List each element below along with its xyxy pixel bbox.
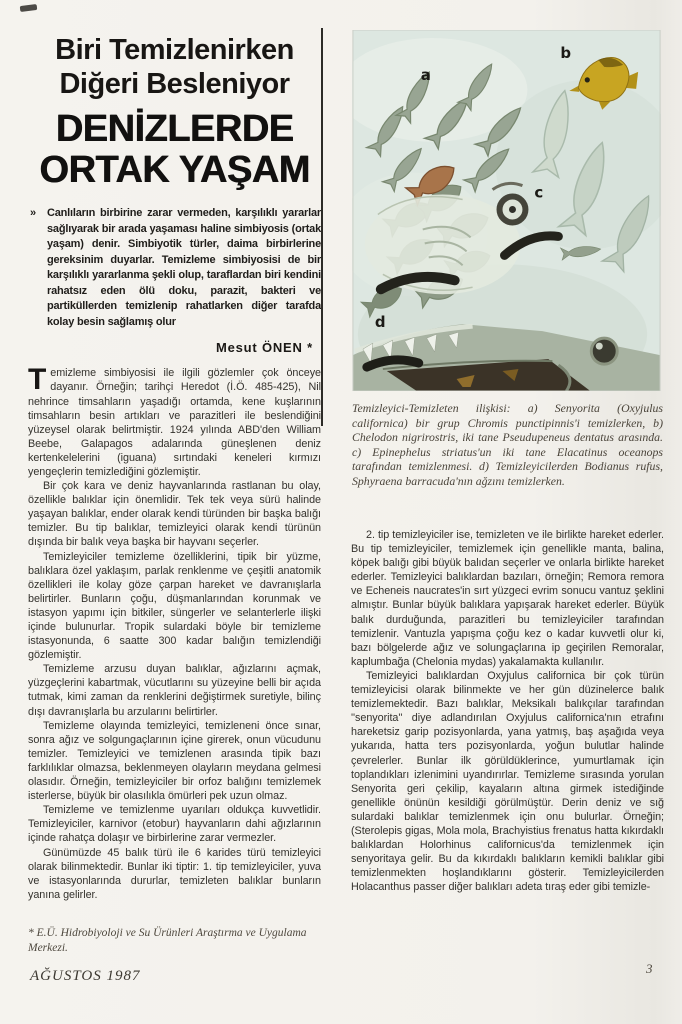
lead-paragraph bbox=[28, 206, 321, 330]
paragraph: Temizleyici balıklardan Oxyjulus californica bir çok türün temizleyicisi olarak bilinmekte ve her gün düzinelerce balık temizlemektedir. Bazı balıklar, Meksikalı balıkçılar tarafından ''senyorita'' diye adlandırılan Oxyjulus californica'nın etrafını hareketsiz garip pozisyonlarda, yana yatmış, baş aşağıda veya yukarıda, hatta ters pozisyonlarda, yoğun bulutlar halinde çevrelerler. Bunlar ilk görüldüklerince, yumurtlamak için toplandıkları izlenimini uyandırırlar. Temizleme sırasında yorulan Senyorita geri çekilip, kayaların altına girmek istediğinde genellikle önünün kesildiği görülmüştür. Derin deniz ve sığ sulardaki balıklar temizlenmek için onu bulurlar. Örneğin; (Sterolepis gigas, Mola mola, Brachyistius frenatus hatta kıkırdaklı balıklardan Holorhinus californicus'da temizlenmek için senyoritaya gelir. Bu da kıkırdaklı balıkların kemikli balıklar gibi temizlenmekten hoşlandıklarını gösterir. Temizleyicilerden Holacanthus passer diğer balıkları adeta tıraş eder gibi temizle- bbox=[351, 669, 664, 894]
figure-label-a: a bbox=[420, 65, 431, 84]
title-line-1: DENİZLERDE bbox=[55, 108, 294, 151]
figure-caption: Temizleyici-Temizleten ilişkisi: a) Senyorita (Oxyjulus californica) bir grup Chromis punctipinnis'i temizlerken, b) Chelodon nigrirostris, iki tane Pseudupeneus dentatus arasında. c) Epinephelus striatus'un iki tane Elacatinus oceanops tarafından temizlenmesi. d) Temizleyicilerden Bodianus rufus, Sphyraena barracuda'nın ağzını temizlerken. bbox=[352, 401, 663, 488]
paragraph: Temizleme ve temizlenme uyarıları oldukça kuvvetlidir. Temizleyiciler, karnivor (etobur) hayvanların dahi ağızlarının içinde rahatça dolaşır ve birbirlerine zarar vermezler. bbox=[28, 804, 321, 845]
barracuda-eye bbox=[591, 338, 617, 364]
paragraph: Temizleme olayında temizleyici, temizleneni önce sınar, sonra ağız ve solgungaçlarının içine girerek, onun vücudunu temizler. Temizleyici ve temizlenen arasında tipik bazı farklılıklar olmazsa, beklenmeyen olayların meydana gelmesi olasıdır. Örneğin, temizleyiciler bir orfoz balığını temizlemek isterlerse, büyük bir olasılıkla ömürleri pek uzun olmaz. bbox=[28, 719, 321, 803]
title-line-2: ORTAK YAŞAM bbox=[39, 149, 310, 192]
paragraph: Temizleme simbiyosisi ile ilgili gözlemler çok önceye dayanır. Örneğin; tarihçi Heredot (İ.Ö. 485-425), Nil nehrince timsahların yaşadığı ortamda, kene kuşlarının timsahların besin artıkları ve parazitleri ile beslendiğini yüzeysel olarak belirtmiştir. 1924 yılında ABD'den William Beebe, Galapagos adalarında güneşlenen deniz kertenkelelerini (iguana) sırtındaki keneleri kırmızı yengeçlerin temizlediğini gözlemiştir. bbox=[28, 363, 321, 478]
lead-text: Canlıların birbirine zarar vermeden, karşılıklı yararlar sağlıyarak bir arada yaşaması haline simbiyosis (ortak yaşam) denir. Simbiyotik türler, daima birbirlerine gereksinim duyarlar. Temizleme simbiyosisi de bir karşılıklı yararlanma şekli olup, taraflardan biri kendini rahatsız eden ölü doku, parazit, bakteri ve partiküllerden temizlenip rahatlarken diğer tarafda kolay besin sağlamış olur bbox=[47, 207, 321, 328]
figure-label-d: d bbox=[374, 313, 386, 332]
fish-eye bbox=[585, 77, 590, 82]
author-footnote: * E.Ü. Hidrobiyoloji ve Su Ürünleri Araştırma ve Uygulama Merkezi. bbox=[28, 927, 307, 954]
author-byline: Mesut ÖNEN * bbox=[215, 340, 313, 356]
left-column-body bbox=[28, 363, 321, 902]
page-number: 3 bbox=[646, 961, 653, 976]
figure-label-b: b bbox=[560, 43, 572, 62]
figure-label-c: c bbox=[534, 183, 544, 202]
paragraph: 2. tip temizleyiciler ise, temizleten ve ile birlikte hareket ederler. Bu tip temizleyiciler, temizlemek için genellikle manta, balina, köpek balığı gibi büyük balıdan seçerler ve onlarla birlikte hareket ederler. Temizleyici balıklardan bazıları, örneğin; Remora remora ve Echeneis naucrates'in sırt yüzgeci evrim sonucu vantuz şeklini almıştır. Bunlar büyük balıklara yapışarak hareket ederler. Büyük balık durduğunda, parazitleri bu temizleyiciler tarafından temizlenir. Vantuzla yapışma çoğu kez o kadar kuvvetli olur ki, bazı bölgelerde ağız ve solungaçlarına ip geçirilen Remoralar, kaplumbağa (Chelonia mydas) yakalamakta kullanılır. bbox=[351, 529, 664, 668]
article-kicker bbox=[28, 34, 321, 101]
kicker-line-1: Biri Temizlenirken bbox=[55, 34, 294, 66]
right-column-body bbox=[351, 528, 664, 894]
paragraph: Temizleyiciler temizleme özelliklerini, tipik bir yüzme, balıklara özel yaklaşım, parlak renklenme ve çeşitli anatomik özellikleri ile kolay göze çarpan hareket ve davranışlarla belirtirler. Bunların çoğu, düşmanlarından korunmak ve istasyon yapımı için bitkiler, süngerler ve selanterlerle ilişki içinde bulunurlar. Tropik sulardaki böyle bir temizleme istasyonunda, 6 saatte 300 kadar balığın temizlendiği gözlemiştir. bbox=[28, 550, 321, 662]
scan-smudge bbox=[20, 4, 38, 12]
paragraph: Günümüzde 45 balık türü ile 6 karides türü temizleyici olarak bilinmektedir. Bunlar iki tiptir: 1. tip temizleyiciler, yuva ve istasyonlarında dururlar, temizleten balıklar bunların yanına gelirler. bbox=[28, 846, 321, 901]
column-divider-rule bbox=[321, 28, 323, 426]
article-title bbox=[28, 109, 321, 191]
paragraph: Bir çok kara ve deniz hayvanlarında rastlanan bu olay, özellikle balıklar için önemlidir. Tek tek veya sürü halinde yaşayan balıklar, ender olarak kendi türünden bir başka balığı temizler. Bu tip balıklar, temizleyici olarak kendi türünün dışında bir balık veya başka bir hayvanı seçerler. bbox=[28, 480, 321, 549]
issue-date: AĞUSTOS 1987 bbox=[30, 968, 141, 984]
kicker-line-2: Diğeri Besleniyor bbox=[59, 67, 290, 100]
left-column bbox=[28, 34, 321, 902]
figure-illustration bbox=[352, 30, 661, 391]
paragraph: Temizleme arzusu duyan balıklar, ağızlarını açmak, yüzgeçlerini kabartmak, vücutlarını su yüzeyine belli bir açıda tutmak, kimi zaman da renklerini değiştirmek suretiyle, bilinç dışı davranışlarla bu arzularını belirtirler. bbox=[28, 663, 321, 718]
lead-bullet: » bbox=[30, 207, 36, 220]
